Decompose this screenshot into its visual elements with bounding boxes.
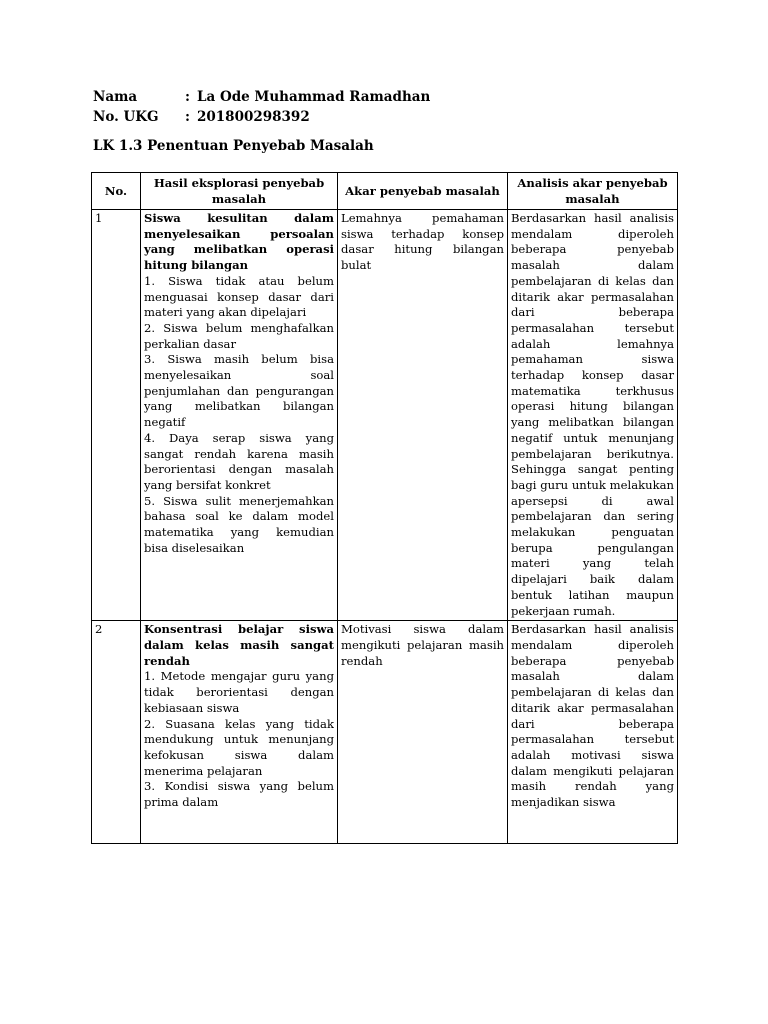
- hasil-item: 3. Siswa masih belum bisa menyelesaikan soal penjumlahan dan pengurangan yang melibatkan bilangan negatif: [144, 352, 334, 430]
- ukg-label: No. UKG: [93, 109, 159, 125]
- hasil-item: 2. Siswa belum menghafalkan perkalian dasar: [144, 320, 334, 351]
- ukg-row: [93, 107, 430, 127]
- akar-text: Motivasi siswa dalam mengikuti pelajaran masih rendah: [341, 622, 504, 668]
- row-number: 2: [92, 621, 141, 844]
- analisis-cell: Berdasarkan hasil analisis mendalam diperoleh beberapa penyebab masalah dalam pembelajaran di kelas dan ditarik akar permasalahan dari beberapa permasalahan tersebut adalah lemahnya pemahaman siswa terhadap konsep dasar matematika terkhusus operasi hitung bilangan yang melibatkan bilangan negatif untuk menunjang pembelajaran berikutnya. Sehingga sangat penting bagi guru untuk melakukan apersepsi di awal pembelajaran dan sering melakukan penguatan berupa pengulangan materi yang telah dipelajari baik dalam bentuk latihan maupun pekerjaan rumah.: [508, 210, 678, 621]
- table-row: [92, 621, 678, 844]
- table-row: [92, 210, 678, 621]
- akar-cell: Lemahnya pemahaman siswa terhadap konsep dasar hitung bilangan bulat: [338, 210, 508, 621]
- header-akar: Akar penyebab masalah: [338, 173, 508, 210]
- identity-header: [93, 87, 430, 127]
- name-value: La Ode Muhammad Ramadhan: [197, 89, 431, 105]
- hasil-cell: [141, 621, 338, 844]
- hasil-item: 2. Suasana kelas yang tidak mendukung untuk menunjang kefokusan siswa dalam menerima pelajaran: [144, 716, 334, 778]
- name-label: Nama: [93, 89, 138, 105]
- table-header-row: [92, 173, 678, 210]
- hasil-item: 5. Siswa sulit menerjemahkan bahasa soal ke dalam model matematika yang kemudian bisa diselesaikan: [144, 493, 334, 555]
- ukg-value: 201800298392: [197, 109, 310, 125]
- hasil-item: 4. Daya serap siswa yang sangat rendah karena masih berorientasi dengan masalah yang bersifat konkret: [144, 430, 334, 492]
- akar-cell: [338, 621, 508, 844]
- worksheet-title: LK 1.3 Penentuan Penyebab Masalah: [93, 138, 374, 154]
- analisis-cell: [508, 621, 678, 844]
- cause-table: [91, 172, 678, 844]
- hasil-item: 1. Metode mengajar guru yang tidak berorientasi dengan kebiasaan siswa: [144, 669, 334, 715]
- name-separator: :: [185, 89, 190, 105]
- hasil-item: 3. Kondisi siswa yang belum prima dalam: [144, 779, 334, 810]
- ukg-separator: :: [185, 109, 190, 125]
- hasil-title: Konsentrasi belajar siswa dalam kelas masih sangat rendah: [144, 622, 334, 668]
- hasil-cell: [141, 210, 338, 621]
- name-row: [93, 87, 430, 107]
- header-hasil: Hasil eksplorasi penyebab masalah: [141, 173, 338, 210]
- analisis-text: Berdasarkan hasil analisis mendalam diperoleh beberapa penyebab masalah dalam pembelajaran di kelas dan ditarik akar permasalahan dari beberapa permasalahan tersebut adalah motivasi siswa dalam mengikuti pelajaran masih rendah yang menjadikan siswa: [511, 622, 674, 810]
- row-number: 1: [92, 210, 141, 621]
- hasil-title: Siswa kesulitan dalam menyelesaikan persoalan yang melibatkan operasi hitung bilangan: [144, 211, 334, 273]
- header-analisis: Analisis akar penyebab masalah: [508, 173, 678, 210]
- header-no: No.: [92, 173, 141, 210]
- hasil-item: 1. Siswa tidak atau belum menguasai konsep dasar dari materi yang akan dipelajari: [144, 273, 334, 320]
